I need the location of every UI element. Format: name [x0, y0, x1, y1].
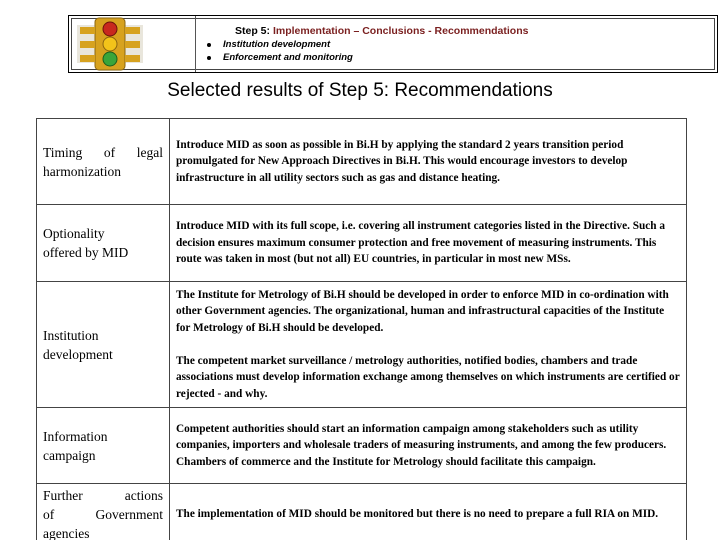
traffic-light-icon — [77, 17, 143, 71]
step-title: Implementation – Conclusions - Recommendations — [272, 25, 529, 37]
banner-bullet-list — [207, 38, 353, 64]
row-paragraph: Introduce MID with its full scope, i.e. covering all instrument categories listed in the Directive. Such a decision ensures maximum consumer protection and free movement of measuring instruments. This route was taken in most (but not all) EU countries, in particular in most new MSs. — [176, 220, 666, 266]
table-row — [37, 119, 687, 205]
banner-title — [235, 25, 528, 37]
header-banner — [68, 15, 718, 73]
table-row — [37, 205, 687, 282]
row-paragraph: The implementation of MID should be monitored but there is no need to prepare a full RIA on MID. — [176, 508, 659, 521]
row-paragraph: Competent authorities should start an information campaign among stakeholders such as utility companies, importers and wholesale traders of measuring instruments, and among the few producers. Chambers of commerce and the Institute for Metrology should facilitate this campaign. — [176, 422, 667, 468]
row-text — [170, 205, 687, 282]
row-label — [37, 205, 170, 282]
row-label-line: Institution — [43, 327, 99, 343]
table-row — [37, 282, 687, 408]
row-label-line: offered by MID — [43, 245, 129, 260]
row-text — [170, 408, 687, 484]
row-label-line: of Government — [43, 507, 163, 522]
banner-bullet: Institution development — [207, 38, 353, 51]
row-paragraph: Introduce MID as soon as possible in Bi.H by applying the standard 2 years transition period promulgated for New Approach Directives in Bi.H. This would encourage investors to develop infrastructure in all utility sectors such as gas and distance heating. — [176, 138, 628, 184]
banner-bullet: Enforcement and monitoring — [207, 51, 353, 64]
row-paragraph: The Institute for Metrology of Bi.H should be developed in order to enforce MID in co-ordination with other Government agencies. The organizational, human and infrastructural capacities of the Institute for Metrology of Bi.H should be developed. — [176, 288, 669, 334]
table-row — [37, 484, 687, 540]
banner-divider — [195, 16, 196, 72]
row-label — [37, 484, 170, 540]
row-label-line: Timing of legal — [43, 144, 163, 160]
table-row — [37, 408, 687, 484]
results-table — [36, 118, 687, 540]
row-label-line: Further actions — [43, 488, 163, 503]
row-label-line: development — [43, 346, 113, 362]
row-label-line: harmonization — [43, 163, 121, 179]
row-text — [170, 282, 687, 408]
row-text — [170, 119, 687, 205]
row-text — [170, 484, 687, 540]
row-label-line: agencies — [43, 526, 90, 540]
row-label — [37, 408, 170, 484]
row-paragraph: The competent market surveillance / metrology authorities, notified bodies, chambers and trade associations must develop information exchange among themselves on which instruments are certified or rejected - and why. — [176, 354, 680, 400]
page-title: Selected results of Step 5: Recommendations — [167, 80, 553, 101]
row-label-line: campaign — [43, 447, 96, 463]
row-label-line: Information — [43, 428, 108, 444]
row-label — [37, 119, 170, 205]
row-label — [37, 282, 170, 408]
row-label-line: Optionality — [43, 226, 105, 241]
step-prefix: Step 5: — [235, 25, 271, 37]
